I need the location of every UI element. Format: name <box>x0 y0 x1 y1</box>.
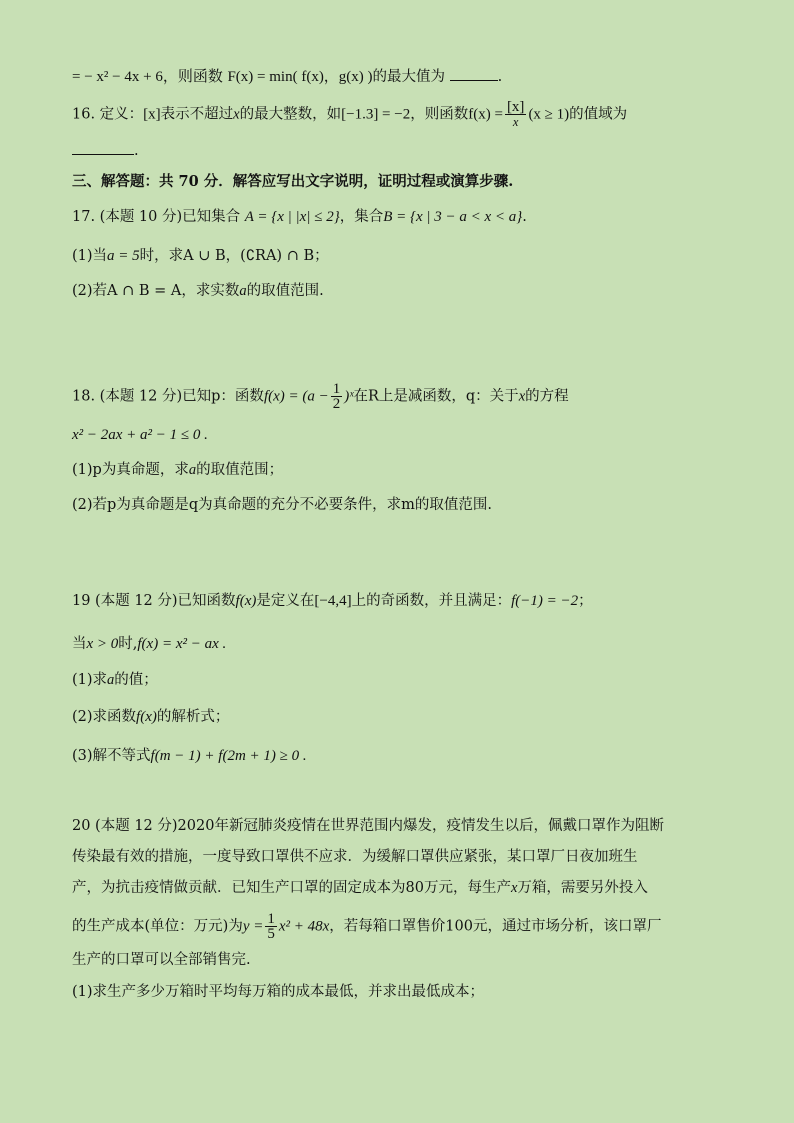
q19-line: 19 (本题 12 分)已知函数f(x)是定义在[−4,4]上的奇函数，并且满足：f(−1) = −2； <box>72 593 593 609</box>
q18-part1: (1)p为真命题，求a的取值范围； <box>72 462 284 478</box>
q15-expr: = − x² − 4x + 6，则函数 <box>72 69 223 85</box>
q17-line: 17. (本题 10 分)已知集合 A = {x | |x| ≤ 2}，集合B = {x | 3 − a < x < a}. <box>72 209 527 225</box>
q16-cond: (x ≥ 1) <box>528 106 570 123</box>
q18-line: 18. (本题 12 分)已知p：函数f(x) = (a − $\frac{1}{2}$ )ˣ在R上是减函数，q：关于x的方程 <box>72 381 569 412</box>
q20-line1: 20 (本题 12 分)2020年新冠肺炎疫情在世界范围内爆发，疫情发生以后，佩戴口罩作为阻断 <box>72 818 664 834</box>
q16-text4: ，则函数 <box>410 106 469 123</box>
q19-line2: 当x > 0时,f(x) = x² − ax . <box>72 636 227 652</box>
q16-number: 16. <box>72 106 96 123</box>
q16-text2: 表示不超过 <box>160 106 234 123</box>
q20-line3: 产，为抗击疫情做贡献．已知生产口罩的固定成本为80万元，每生产x万箱，需要另外投入 <box>72 880 648 896</box>
q19-part3: (3)解不等式f(m − 1) + f(2m + 1) ≥ 0 . <box>72 748 307 764</box>
section-3-heading: 三、解答题：共 70 分．解答应写出文字说明，证明过程或演算步骤. <box>72 173 514 190</box>
q17-setB: B = {x | 3 − a < x < a} <box>383 209 523 225</box>
q16-var: x <box>233 106 240 123</box>
q20-fraction: $\frac{1}{5}$ <box>267 911 275 942</box>
q16-bracket: [x] <box>143 106 161 123</box>
q16-example: [−1.3] = −2 <box>341 106 411 123</box>
q18-fraction: $\frac{1}{2}$ <box>332 381 341 412</box>
q19-part2: (2)求函数f(x)的解析式； <box>72 709 230 725</box>
q20-part1: (1)求生产多少万箱时平均每万箱的成本最低，并求出最低成本； <box>72 984 485 1000</box>
q18-part2: (2)若p为真命题是q为真命题的充分不必要条件，求m的取值范围. <box>72 497 492 513</box>
q15-tail-line: = − x² − 4x + 6，则函数 F(x) = min( f(x)，g(x) )的最大值为 . <box>72 66 502 87</box>
q15-func: F(x) = min( f(x)，g(x) ) <box>227 69 373 85</box>
q16-text5: 的值域为 <box>569 106 628 123</box>
q17-setA: A = {x | |x| ≤ 2} <box>244 209 340 225</box>
q17-head: 17. (本题 10 分)已知集合 <box>72 209 241 225</box>
q16-text3: 的最大整数，如 <box>239 106 342 123</box>
q20-line2: 传染最有效的措施，一度导致口罩供不应求．为缓解口罩供应紧张，某口罩厂日夜加班生 <box>72 849 638 865</box>
q16-fraction: $\frac{[x]}{x}$ <box>506 99 525 129</box>
q19-part1: (1)求a的值； <box>72 672 158 688</box>
q17-part2: (2)若A ∩ B = A，求实数a的取值范围. <box>72 283 324 299</box>
q15-tail-text: 的最大值为 <box>372 69 446 85</box>
q15-answer-blank[interactable] <box>450 66 498 81</box>
q16-text1: 定义： <box>99 106 144 123</box>
q20-line4: 的生产成本(单位：万元)为y = $\frac{1}{5}$ x² + 48x，若每箱口罩售价100元，通过市场分析，该口罩厂 <box>72 911 662 942</box>
q16-blank-line: . <box>72 140 139 161</box>
q16-line <box>72 100 627 129</box>
q18-equation: x² − 2ax + a² − 1 ≤ 0 . <box>72 427 208 443</box>
q17-part1: (1)当a = 5时，求A ∪ B，(∁RA) ∩ B； <box>72 248 329 264</box>
q20-line5: 生产的口罩可以全部销售完. <box>72 952 251 968</box>
q16-answer-blank[interactable] <box>72 140 134 155</box>
q16-func-lhs: f(x) = <box>468 106 503 123</box>
